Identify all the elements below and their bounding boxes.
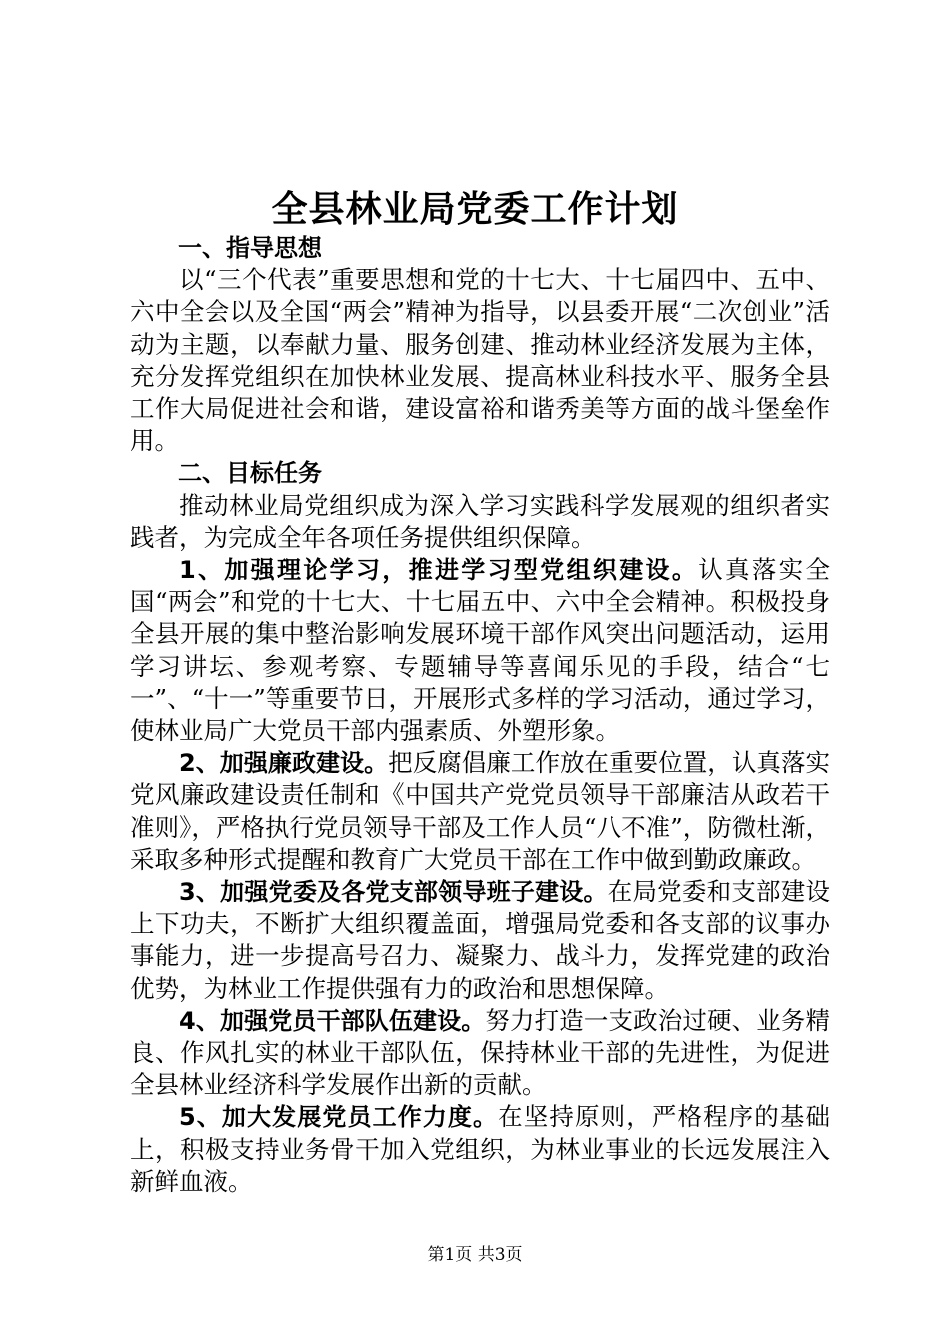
section-paragraph-goals: 推动林业局党组织成为深入学习实践科学发展观的组织者实践者，为完成全年各项任务提供组织保障。 bbox=[130, 490, 830, 552]
section-paragraph-guiding: 以“三个代表”重要思想和党的十七大、十七届四中、五中、六中全会以及全国“两会”精神为指导，以县委开展“二次创业”活动为主题，以奉献力量、服务创建、推动林业经济发展为主体，充分发挥党组织在加快林业发展、提高林业科技水平、服务全县工作大局促进社会和谐，建设富裕和谐秀美等方面的战斗堡垒作用。 bbox=[130, 265, 830, 456]
list-item bbox=[130, 554, 830, 747]
item-text: 在局党委和支部建设上下功夫，不断扩大组织覆盖面，增强局党委和各支部的议事办事能力，进一步提高号召力、凝聚力、战斗力，发挥党建的政治优势，为林业工作提供强有力的政治和思想保障。 bbox=[130, 877, 831, 1003]
list-item bbox=[130, 1005, 830, 1102]
item-lead: 2、加强廉政建设。 bbox=[179, 749, 389, 778]
item-text: 在坚持原则，严格程序的基础上，积极支持业务骨干加入党组织，为林业事业的长远发展注入新鲜血液。 bbox=[130, 1102, 830, 1196]
document-title: 全县林业局党委工作计划 bbox=[271, 189, 679, 230]
section-heading-goals: 二、目标任务 bbox=[178, 459, 322, 488]
document-body bbox=[130, 232, 830, 1198]
section-heading-guiding: 一、指导思想 bbox=[178, 234, 322, 262]
item-lead: 4、加强党员干部队伍建设。 bbox=[179, 1006, 486, 1035]
list-item bbox=[130, 747, 830, 876]
list-item bbox=[130, 876, 830, 1005]
item-text: 认真落实全国“两会”和党的十七大、十七届五中、六中全会精神。积极投身全县开展的集中整治影响发展环境干部作风突出问题活动，运用学习讲坛、参观考察、专题辅导等喜闻乐见的手段，结合“七一”、“十一”等重要节日，开展形式多样的学习活动，通过学习，使林业局广大党员干部内强素质、外塑形象。 bbox=[130, 555, 831, 746]
page-footer: 第1页 共3页 bbox=[427, 1245, 523, 1265]
item-lead: 3、加强党委及各党支部领导班子建设。 bbox=[179, 878, 608, 907]
list-item bbox=[130, 1101, 830, 1198]
item-text: 把反腐倡廉工作放在重要位置，认真落实党风廉政建设责任制和《中国共产党党员领导干部廉洁从政若干准则》，严格执行党员领导干部及工作人员“八不准”，防微杜渐，采取多种形式提醒和教育广大党员干部在工作中做到勤政廉政。 bbox=[130, 748, 831, 874]
item-lead: 5、加大发展党员工作力度。 bbox=[179, 1103, 499, 1132]
item-text: 努力打造一支政治过硬、业务精良、作风扎实的林业干部队伍，保持林业干部的先进性，为促进全县林业经济科学发展作出新的贡献。 bbox=[130, 1005, 831, 1100]
item-lead: 1、加强理论学习，推进学习型党组织建设。 bbox=[179, 556, 699, 585]
